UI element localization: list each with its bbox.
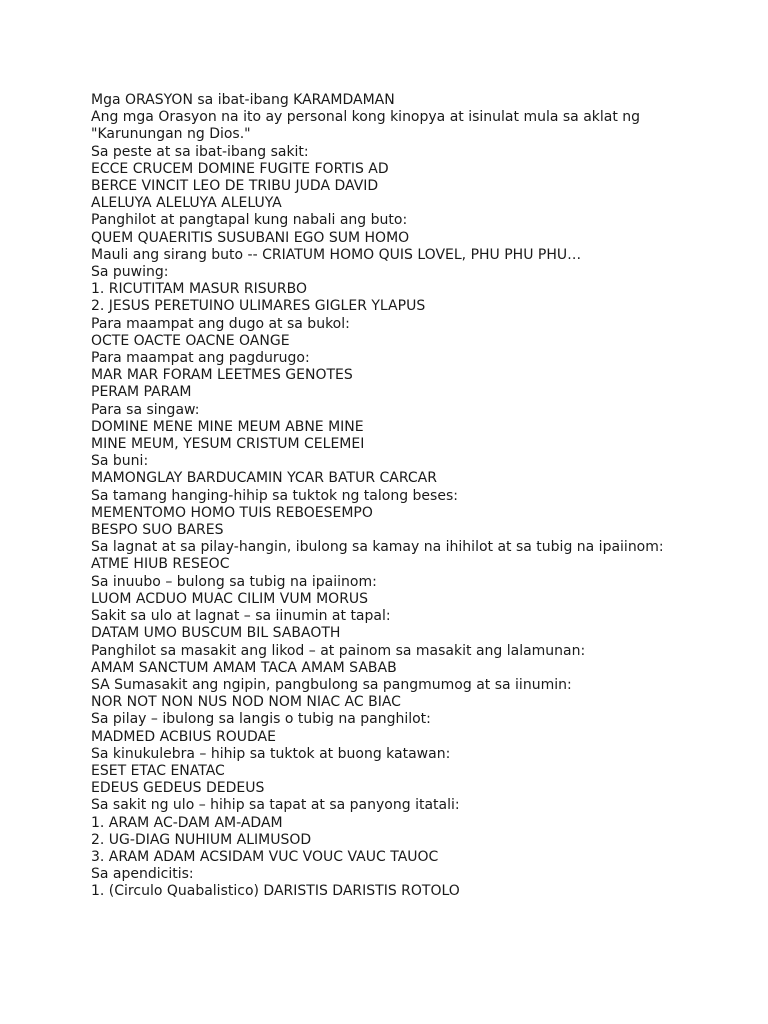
section-heading: Sa puwing: (91, 264, 169, 281)
incantation-line: 1. ARAM AC-DAM AM-ADAM (91, 814, 283, 831)
incantation-line: 3. ARAM ADAM ACSIDAM VUC VOUC VAUC TAUOC (91, 848, 439, 865)
document-body (91, 92, 691, 901)
incantation-line: 2. JESUS PERETUINO ULIMARES GIGLER YLAPUS (91, 298, 426, 315)
incantation-line: OCTE OACTE OACNE OANGE (91, 332, 290, 349)
section-heading: Para maampat ang dugo at sa bukol: (91, 315, 350, 332)
incantation-line: DOMINE MENE MINE MEUM ABNE MINE (91, 418, 364, 435)
section-heading: Sa apendicitis: (91, 866, 194, 883)
incantation-line: ESET ETAC ENATAC (91, 762, 225, 779)
incantation-line: ECCE CRUCEM DOMINE FUGITE FORTIS AD (91, 160, 389, 177)
section-heading: Sa kinukulebra – hihip sa tuktok at buong katawan: (91, 745, 451, 762)
incantation-line: BESPO SUO BARES (91, 522, 224, 539)
incantation-line: DATAM UMO BUSCUM BIL SABAOTH (91, 625, 341, 642)
section-heading: SA Sumasakit ang ngipin, pangbulong sa pangmumog at sa iinumin: (91, 676, 572, 693)
section-heading: Sa tamang hanging-hihip sa tuktok ng talong beses: (91, 487, 458, 504)
incantation-line: 1. (Circulo Quabalistico) DARISTIS DARISTIS ROTOLO (91, 883, 460, 900)
section-heading: Sa lagnat at sa pilay-hangin, ibulong sa kamay na ihihilot at sa tubig na ipaiinom: (91, 539, 664, 556)
incantation-line: MINE MEUM, YESUM CRISTUM CELEMEI (91, 436, 365, 453)
incantation-line: BERCE VINCIT LEO DE TRIBU JUDA DAVID (91, 178, 379, 195)
incantation-line: 2. UG-DIAG NUHIUM ALIMUSOD (91, 831, 312, 848)
document-title: Mga ORASYON sa ibat-ibang KARAMDAMAN (91, 92, 395, 108)
incantation-line: MEMENTOMO HOMO TUIS REBOESEMPO (91, 504, 373, 521)
incantation-line: MAMONGLAY BARDUCAMIN YCAR BATUR CARCAR (91, 470, 437, 487)
section-heading: Panghilot sa masakit ang likod – at painom sa masakit ang lalamunan: (91, 642, 586, 659)
incantation-line: MADMED ACBIUS ROUDAE (91, 728, 276, 745)
text-line: Mauli ang sirang buto -- CRIATUM HOMO QUIS LOVEL, PHU PHU PHU… (91, 246, 582, 263)
section-heading: Sa inuubo – bulong sa tubig na ipaiinom: (91, 573, 377, 590)
incantation-line: QUEM QUAERITIS SUSUBANI EGO SUM HOMO (91, 229, 410, 246)
text-line: Ang mga Orasyon na ito ay personal kong kinopya at isinulat mula sa aklat ng "Karunungan ng Dios." (91, 109, 641, 143)
incantation-line: 1. RICUTITAM MASUR RISURBO (91, 281, 308, 298)
incantation-line: ALELUYA ALELUYA ALELUYA (91, 195, 282, 212)
incantation-line: NOR NOT NON NUS NOD NOM NIAC AC BIAC (91, 694, 401, 711)
section-heading: Para sa singaw: (91, 401, 200, 418)
incantation-line: MAR MAR FORAM LEETMES GENOTES (91, 367, 353, 384)
incantation-line: LUOM ACDUO MUAC CILIM VUM MORUS (91, 590, 369, 607)
incantation-line: AMAM SANCTUM AMAM TACA AMAM SABAB (91, 659, 397, 676)
section-heading: Sa buni: (91, 453, 149, 470)
section-heading: Panghilot at pangtapal kung nabali ang buto: (91, 212, 408, 229)
section-heading: Para maampat ang pagdurugo: (91, 350, 310, 367)
section-heading: Sa sakit ng ulo – hihip sa tapat at sa panyong itatali: (91, 797, 460, 814)
section-heading: Sa pilay – ibulong sa langis o tubig na panghilot: (91, 711, 431, 728)
section-heading: Sakit sa ulo at lagnat – sa iinumin at tapal: (91, 608, 391, 625)
section-heading: Sa peste at sa ibat-ibang sakit: (91, 143, 309, 160)
incantation-line: EDEUS GEDEUS DEDEUS (91, 780, 265, 797)
incantation-line: PERAM PARAM (91, 384, 192, 401)
incantation-line: ATME HIUB RESEOC (91, 556, 230, 573)
